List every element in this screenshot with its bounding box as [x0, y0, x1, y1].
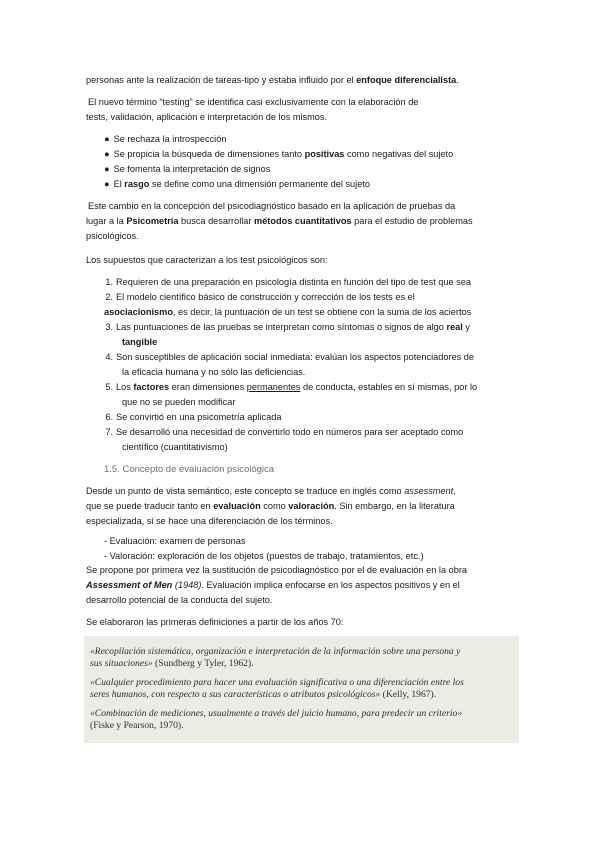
list-item: 1. Requieren de una preparación en psicología distinta en función del tipo de test que sea: [105, 277, 471, 287]
paragraph-supuestos: Los supuestos que caracterizan a los test psicológicos son:: [86, 255, 328, 265]
dash-item-valoracion: - Valoración: exploración de los objetos (puestos de trabajo, tratamientos, etc.): [104, 551, 424, 561]
list-item-continuation: asociacionismo, es decir, la puntuación de un test se obtiene con la suma de los aciertos: [104, 307, 472, 317]
paragraph-semantico-line2: que se puede traducir tanto en evaluación como valoración. Sin embargo, en la literatura: [86, 501, 455, 511]
list-item: 7. Se desarrolló una necesidad de convertirlo todo en números para ser aceptado como: [105, 427, 464, 437]
definitions-scan-image: [84, 636, 519, 743]
list-item-continuation: que no se pueden modificar: [122, 397, 236, 407]
paragraph-psicometria-line1: Este cambio en la concepción del psicodiagnóstico basado en la aplicación de pruebas da: [88, 201, 456, 211]
bullet-dot-icon: ●: [104, 164, 110, 174]
paragraph-psicometria-line3: psicológicos.: [86, 231, 139, 241]
paragraph-assessment-line2: Assessment of Men (1948). Evaluación implica enfocarse en los aspectos positivos y en el: [86, 580, 460, 590]
list-item: 4. Son susceptibles de aplicación social inmediata: evalúan los aspectos potenciadores de: [105, 352, 475, 362]
paragraph-assessment-line1: Se propone por primera vez la sustitución de psicodiagnóstico por el de evaluación en la obra: [86, 565, 468, 575]
list-item: 6. Se convirtió en una psicometría aplicada: [105, 412, 282, 422]
list-item-continuation: la eficacia humana y no sólo las deficiencias.: [122, 367, 306, 377]
paragraph-assessment-line3: desarrollo potencial de la conducta del sujeto.: [86, 595, 273, 605]
paragraph-definiciones: Se elaboraron las primeras definiciones a partir de los años 70:: [86, 617, 344, 627]
bullet-item: ● Se rechaza la introspección: [104, 132, 226, 147]
bullet-dot-icon: ●: [104, 149, 110, 159]
paragraph-semantico-line3: especializada, si se hace una diferenciación de los términos.: [86, 516, 333, 526]
quote-line: (Fiske y Pearson, 1970).: [90, 720, 184, 731]
dash-item-evaluacion: - Evaluación: examen de personas: [104, 536, 246, 546]
paragraph-testing-line2: tests, validación, aplicación e interpretación de los mismos.: [86, 112, 328, 122]
paragraph-psicometria-line2: lugar a la Psicometría busca desarrollar métodos cuantitativos para el estudio de problemas: [86, 216, 473, 226]
section-heading: 1.5. Concepto de evaluación psicológica: [104, 464, 275, 475]
paragraph-intro: personas ante la realización de tareas-tipo y estaba influido por el enfoque diferencialista.: [86, 75, 459, 85]
bold-term: enfoque diferencialista: [356, 75, 457, 85]
list-item: 5. Los factores eran dimensiones permanentes de conducta, estables en sí mismas, por lo: [105, 382, 478, 392]
paragraph-semantico-line1: Desde un punto de vista semántico, este concepto se traduce en inglés como assessment,: [86, 486, 456, 496]
list-item-continuation: tangible: [122, 337, 158, 347]
bullet-item: ● Se fomenta la interpretación de signos: [104, 162, 270, 177]
list-item: 3. Las puntuaciones de las pruebas se interpretan como síntomas o signos de algo real y: [105, 322, 470, 332]
bullet-item: ● El rasgo se define como una dimensión permanente del sujeto: [104, 177, 370, 192]
bullet-item: ● Se propicia la búsqueda de dimensiones tanto positivas como negativas del sujeto: [104, 147, 453, 162]
list-item: 2. El modelo científico básico de construcción y corrección de los tests es el: [105, 292, 415, 302]
list-item-continuation: científico (cuantitativismo): [122, 442, 228, 452]
bullet-dot-icon: ●: [104, 134, 110, 144]
paragraph-testing-line1: El nuevo término “testing” se identifica casi exclusivamente con la elaboración de: [88, 97, 419, 107]
bullet-dot-icon: ●: [104, 179, 110, 189]
quote-line: sus situaciones» (Sundberg y Tyler, 1962).: [90, 658, 254, 669]
quote-line: «Cualquier procedimiento para hacer una evaluación significativa o una diferenciación entre los: [90, 677, 464, 688]
quote-line: seres humanos, con respecto a sus características o atributos psicológicos» (Kelly, 1967).: [90, 689, 437, 700]
quote-line: «Recopilación sistemática, organización e interpretación de la información sobre una persona y: [90, 646, 461, 657]
quote-line: «Combinación de mediciones, usualmente a través del juicio humano, para predecir un criterio»: [90, 708, 463, 719]
